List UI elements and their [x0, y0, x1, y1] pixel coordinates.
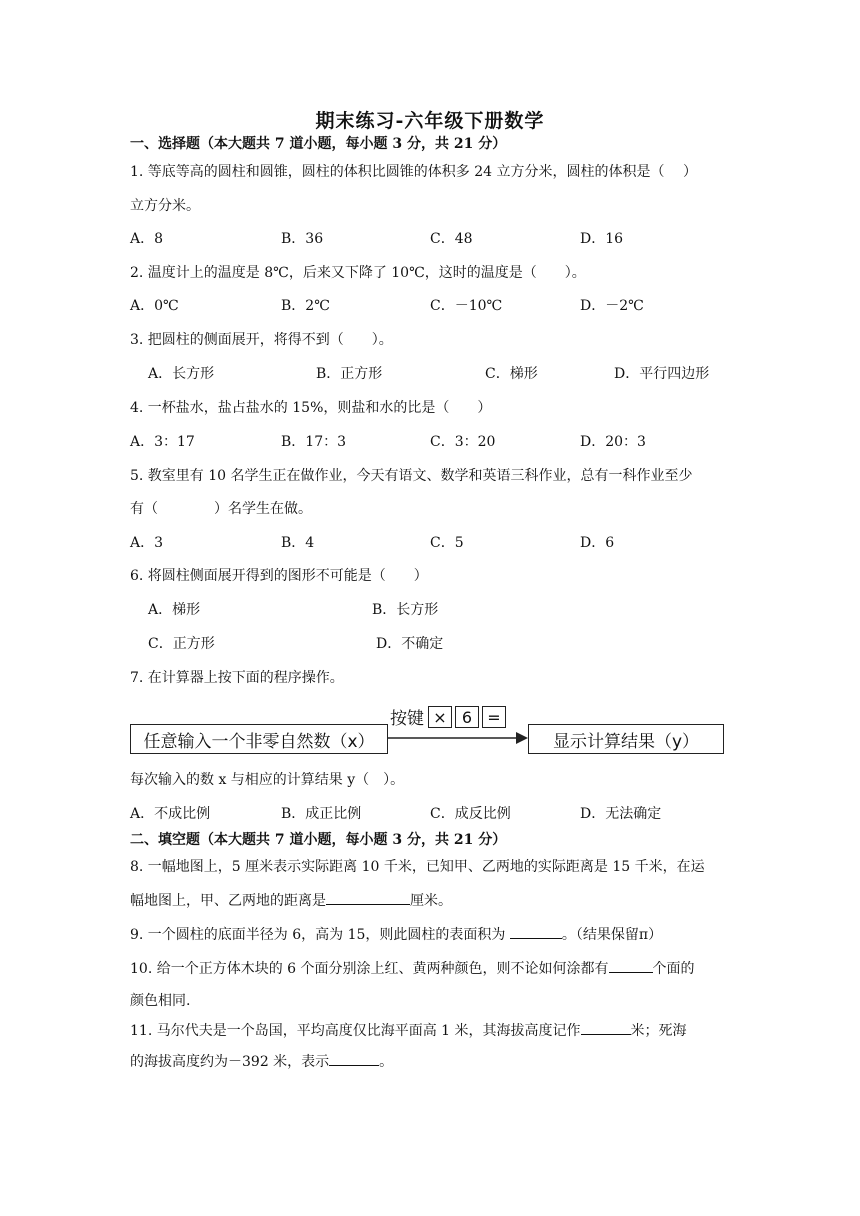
question-7-option-a: A．不成比例 [130, 806, 211, 822]
question-11-line1 [130, 1020, 687, 1041]
answer-blank-10 [609, 958, 653, 973]
question-2-option-d: D．－2℃ [580, 298, 644, 314]
question-1-line1: 1. 等底等高的圆柱和圆锥，圆柱的体积比圆锥的体积多 24 立方分米，圆柱的体积是（ ） [130, 164, 697, 180]
question-6-option-d: D．不确定 [376, 636, 444, 652]
question-10-text-end: 个面的 [652, 961, 695, 977]
question-2-option-c: C．－10℃ [430, 298, 503, 314]
question-5-option-d: D．6 [580, 535, 615, 551]
question-2-line1: 2. 温度计上的温度是 8℃，后来又下降了 10℃，这时的温度是（ ）。 [130, 265, 586, 281]
question-5-line2: 有（ ）名学生在做。 [130, 501, 312, 517]
question-3-option-a: A．长方形 [148, 366, 215, 382]
question-6-option-c: C．正方形 [148, 636, 215, 652]
question-4-option-a: A．3：17 [130, 434, 195, 450]
page-title: 期末练习-六年级下册数学 [315, 110, 545, 132]
question-3-option-b: B．正方形 [316, 366, 383, 382]
question-6-line1: 6. 将圆柱侧面展开得到的图形不可能是（ ） [130, 568, 428, 584]
question-4-option-c: C．3：20 [430, 434, 496, 450]
question-3-option-d: D．平行四边形 [614, 366, 710, 382]
question-5-option-a: A．3 [130, 535, 164, 551]
question-9-text: 9. 一个圆柱的底面半径为 6，高为 15，则此圆柱的表面积为 [130, 927, 510, 943]
question-7-option-b: B．成正比例 [281, 806, 362, 822]
question-2-option-a: A．0℃ [130, 298, 179, 314]
question-4-option-b: B．17：3 [281, 434, 347, 450]
output-box: 显示计算结果（y） [528, 724, 724, 754]
equals-key-icon: = [482, 706, 506, 728]
multiply-key-icon: × [428, 706, 452, 728]
input-box: 任意输入一个非零自然数（x） [130, 724, 388, 754]
calculator-program-diagram [130, 700, 730, 760]
question-6-option-b: B．长方形 [372, 602, 439, 618]
question-8-line2-text: 幅地图上，甲、乙两地的距离是 [130, 893, 326, 909]
question-7-line2: 每次输入的数 x 与相应的计算结果 y（ ）。 [130, 772, 405, 788]
question-8-line2 [130, 890, 452, 911]
six-key: 6 [455, 706, 479, 728]
answer-blank-11b [329, 1051, 379, 1066]
question-1-option-c: C．48 [430, 231, 473, 247]
key-label: 按键 [390, 709, 424, 729]
question-9 [130, 924, 662, 945]
question-6-option-a: A．梯形 [148, 602, 201, 618]
question-7-line1: 7. 在计算器上按下面的程序操作。 [130, 670, 344, 686]
section-heading-fill: 二、填空题（本大题共 7 道小题，每小题 3 分，共 21 分） [130, 832, 507, 848]
question-11-text2: 的海拔高度约为－392 米，表示 [130, 1054, 330, 1070]
question-3-line1: 3. 把圆柱的侧面展开，将得不到（ ）。 [130, 332, 393, 348]
question-2-option-b: B．2℃ [281, 298, 330, 314]
answer-blank-8 [326, 890, 410, 905]
answer-blank-9 [510, 924, 562, 939]
question-11-line2 [130, 1051, 393, 1072]
question-10-text: 10. 给一个正方体木块的 6 个面分别涂上红、黄两种颜色，则不论如何涂都有 [130, 961, 609, 977]
section-heading-choice: 一、选择题（本大题共 7 道小题，每小题 3 分，共 21 分） [130, 136, 507, 152]
question-4-line1: 4. 一杯盐水，盐占盐水的 15%，则盐和水的比是（ ） [130, 400, 492, 416]
question-5-option-c: C．5 [430, 535, 464, 551]
question-11-text: 11. 马尔代夫是一个岛国，平均高度仅比海平面高 1 米，其海拔高度记作 [130, 1023, 581, 1039]
question-11-text-end: 。 [379, 1054, 394, 1070]
question-8-line1: 8. 一幅地图上，5 厘米表示实际距离 10 千米，已知甲、乙两地的实际距离是 15 千米，在运 [130, 859, 705, 875]
question-9-note: 。（结果保留π） [561, 927, 663, 943]
question-5-line1: 5. 教室里有 10 名学生正在做作业，今天有语文、数学和英语三科作业，总有一科作业至少 [130, 468, 693, 484]
question-1-line2: 立方分米。 [130, 198, 200, 214]
question-8-unit: 厘米。 [410, 893, 452, 909]
question-10-line2: 颜色相同. [130, 993, 191, 1009]
question-11-text-mid: 米；死海 [630, 1023, 687, 1039]
question-3-option-c: C．梯形 [485, 366, 538, 382]
question-1-option-b: B．36 [281, 231, 324, 247]
question-4-option-d: D．20：3 [580, 434, 646, 450]
question-10-line1 [130, 958, 695, 979]
answer-blank-11a [581, 1020, 631, 1035]
question-1-option-a: A．8 [130, 231, 164, 247]
question-5-option-b: B．4 [281, 535, 315, 551]
question-7-option-c: C．成反比例 [430, 806, 511, 822]
question-7-option-d: D．无法确定 [580, 806, 662, 822]
question-1-option-d: D．16 [580, 231, 624, 247]
